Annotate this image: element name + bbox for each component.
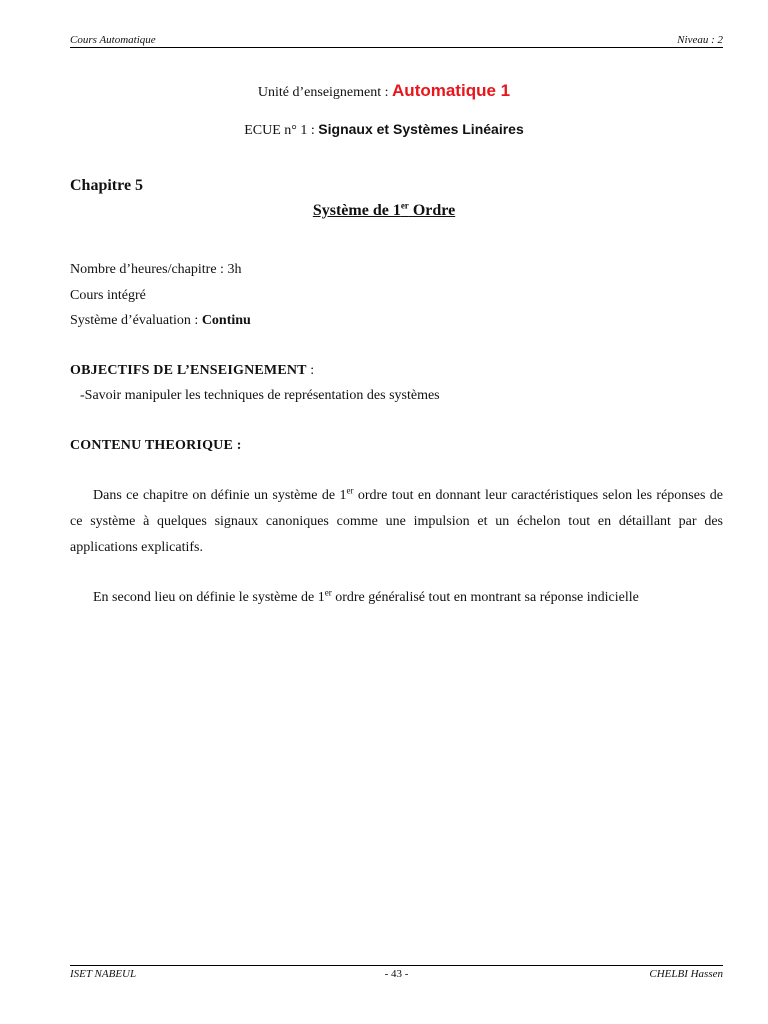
page-header [70, 33, 723, 48]
objectives-heading: OBJECTIFS DE L’ENSEIGNEMENT [70, 363, 307, 378]
teaching-unit-line [0, 82, 768, 102]
chapter-title-text [313, 202, 455, 219]
para2-before: En second lieu on définie le système de 1 [93, 590, 325, 605]
chapter-title-sup: er [400, 200, 409, 211]
page-footer [70, 965, 723, 980]
para1-before: Dans ce chapitre on définie un système de 1 [93, 488, 347, 503]
ecue-label: ECUE n° 1 : [244, 123, 319, 138]
chapter-title-after: Ordre [408, 202, 456, 219]
course-type: Cours intégré [70, 288, 146, 303]
content-heading: CONTENU THEORIQUE : [70, 438, 242, 453]
chapter-number: Chapitre 5 [70, 177, 144, 194]
para1-after: ordre tout en donnant leur caractéristiques selon les réponses de ce système à quelques signaux canoniques comme une impulsion et un échelon tout en détaillant par des applications explicatifs. [70, 488, 723, 555]
objectives-heading-suffix: : [306, 363, 315, 378]
para2-sup: er [324, 587, 332, 598]
teaching-unit-label: Unité d’enseignement : [257, 85, 393, 100]
ecue-value: Signaux et Systèmes Linéaires [318, 121, 524, 137]
header-level: Niveau : 2 [677, 34, 723, 46]
chapter-title-before: Système de 1 [312, 202, 401, 219]
para1-sup: er [346, 485, 354, 496]
hours-line [70, 261, 241, 279]
content-paragraph-2 [70, 585, 723, 611]
ecue-line [0, 120, 768, 140]
objectives-heading-line [70, 362, 314, 380]
header-course-title: Cours Automatique [70, 34, 156, 46]
footer-page-number: - 43 - [384, 968, 409, 980]
evaluation-value: Continu [201, 313, 251, 328]
hours-value: 3h [227, 262, 242, 277]
teaching-unit-value: Automatique 1 [392, 81, 511, 100]
hours-label: Nombre d’heures/chapitre : [70, 262, 228, 277]
content-paragraph-1 [70, 483, 723, 561]
evaluation-label: Système d’évaluation : [70, 313, 202, 328]
footer-institution: ISET NABEUL [70, 968, 137, 980]
objective-item: -Savoir manipuler les techniques de représentation des systèmes [80, 388, 440, 403]
footer-author: CHELBI Hassen [649, 968, 723, 980]
evaluation-line [70, 312, 251, 330]
chapter-title [0, 202, 768, 221]
para2-after: ordre généralisé tout en montrant sa réponse indicielle [331, 590, 639, 605]
